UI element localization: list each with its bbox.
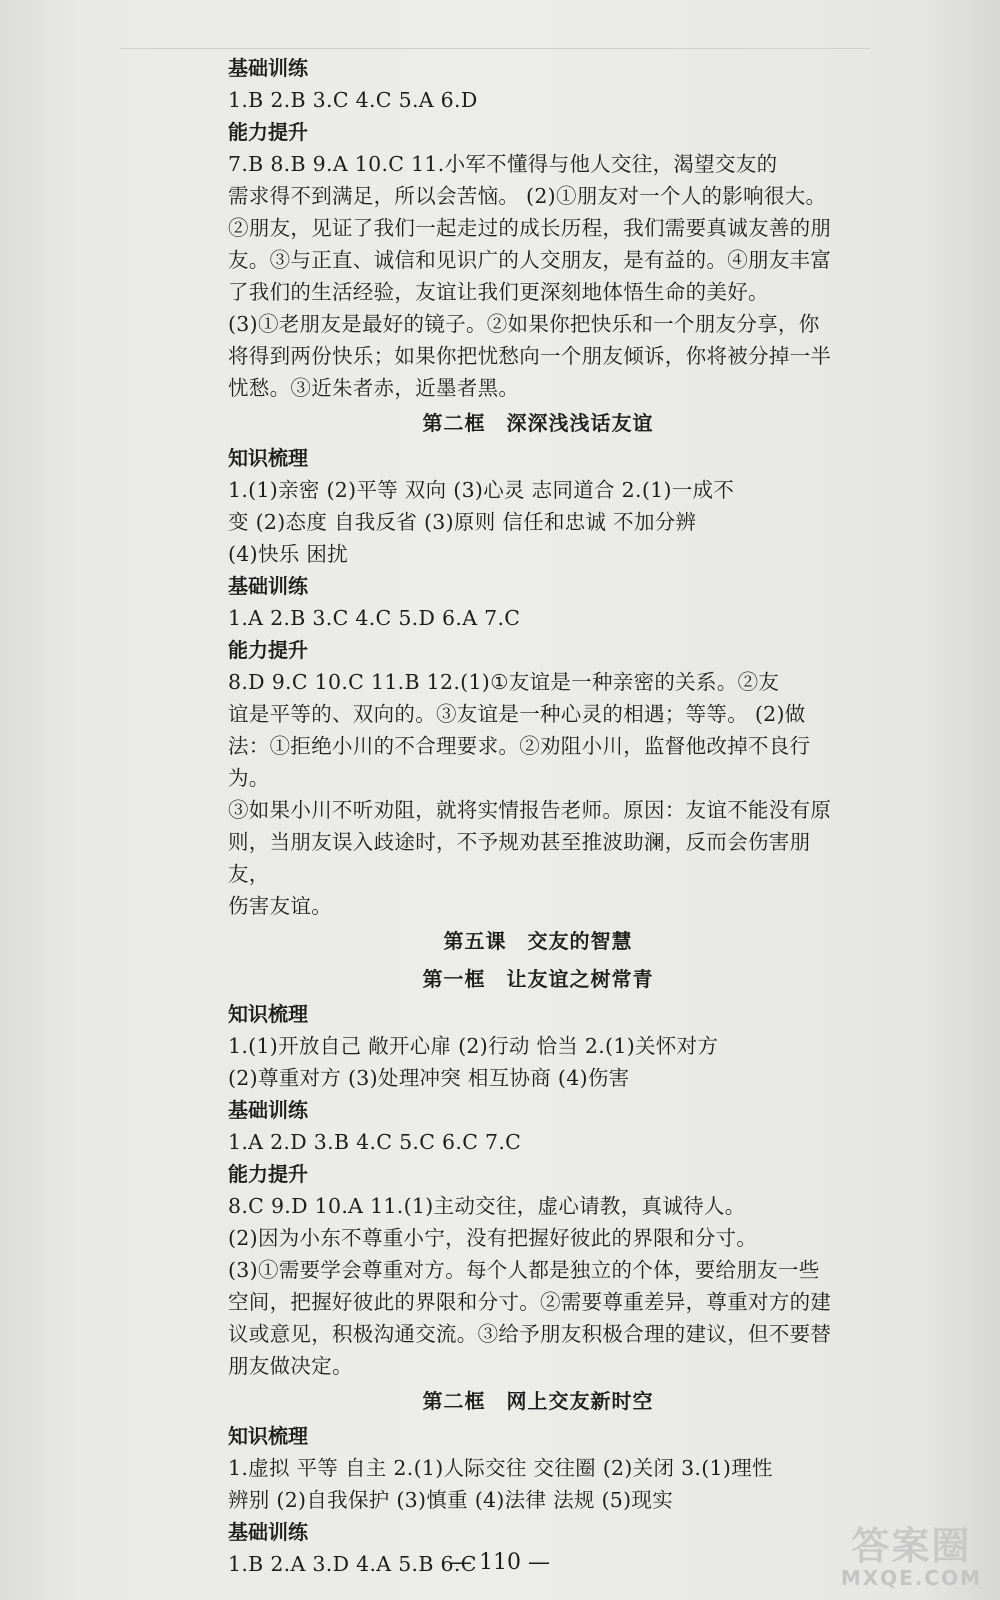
- section-heading: 第二框 深深浅浅话友谊: [422, 411, 654, 435]
- section-label: 能力提升: [228, 120, 308, 144]
- section-label: 能力提升: [228, 1162, 308, 1186]
- answer-line: 谊是平等的、双向的。③友谊是一种心灵的相遇；等等。 (2)做: [228, 702, 806, 726]
- answer-content: [228, 52, 848, 1580]
- section-label: 基础训练: [228, 56, 308, 80]
- answer-line: 朋友做决定。: [228, 1354, 353, 1378]
- answer-line: 1.B 2.A 3.D 4.A 5.B 6.C: [228, 1552, 477, 1576]
- page-top-rule: [120, 48, 870, 49]
- section-label: 基础训练: [228, 574, 308, 598]
- page-number: — 110 —: [450, 1550, 550, 1575]
- answer-line: 1.虚拟 平等 自主 2.(1)人际交往 交往圈 (2)关闭 3.(1)理性: [228, 1456, 773, 1480]
- section-label: 能力提升: [228, 638, 308, 662]
- watermark-logo: [841, 1526, 982, 1590]
- answer-line: 1.B 2.B 3.C 4.C 5.A 6.D: [228, 88, 478, 112]
- section-label: 知识梳理: [228, 1424, 308, 1448]
- answer-line: (3)①需要学会尊重对方。每个人都是独立的个体，要给朋友一些: [228, 1258, 820, 1282]
- answer-line: 伤害友谊。: [228, 894, 332, 918]
- section-label: 知识梳理: [228, 446, 308, 470]
- answer-line: 辨别 (2)自我保护 (3)慎重 (4)法律 法规 (5)现实: [228, 1488, 674, 1512]
- section-label: 基础训练: [228, 1520, 308, 1544]
- watermark-top-text: 答案圈: [851, 1524, 972, 1568]
- watermark-bottom-text: MXQE.COM: [840, 1566, 982, 1590]
- section-heading: 第二框 网上交友新时空: [422, 1389, 654, 1413]
- answer-line: (4)快乐 困扰: [228, 542, 348, 566]
- answer-line: 友。③与正直、诚信和见识广的人交朋友，是有益的。④朋友丰富: [228, 248, 832, 272]
- section-label: 知识梳理: [228, 1002, 308, 1026]
- answer-line: 1.(1)亲密 (2)平等 双向 (3)心灵 志同道合 2.(1)一成不: [228, 478, 735, 502]
- answer-line: (2)因为小东不尊重小宁，没有把握好彼此的界限和分寸。: [228, 1226, 758, 1250]
- answer-line: 变 (2)态度 自我反省 (3)原则 信任和忠诚 不加分辨: [228, 510, 697, 534]
- answer-line: 1.A 2.B 3.C 4.C 5.D 6.A 7.C: [228, 606, 521, 630]
- section-heading: 第一框 让友谊之树常青: [422, 967, 654, 991]
- answer-line: 7.B 8.B 9.A 10.C 11.小军不懂得与他人交往，渴望交友的: [228, 152, 778, 176]
- answer-line: ③如果小川不听劝阻，就将实情报告老师。原因：友谊不能没有原: [228, 798, 832, 822]
- answer-line: 忧愁。③近朱者赤，近墨者黑。: [228, 376, 520, 400]
- answer-line: 议或意见，积极沟通交流。③给予朋友积极合理的建议，但不要替: [228, 1322, 832, 1346]
- answer-line: 将得到两份快乐；如果你把忧愁向一个朋友倾诉，你将被分掉一半: [228, 344, 832, 368]
- answer-line: 1.A 2.D 3.B 4.C 5.C 6.C 7.C: [228, 1130, 522, 1154]
- answer-line: 则，当朋友误入歧途时，不予规劝甚至推波助澜，反而会伤害朋友，: [228, 830, 811, 886]
- answer-line: 8.D 9.C 10.C 11.B 12.(1)①友谊是一种亲密的关系。②友: [228, 670, 780, 694]
- answer-line: 需求得不到满足，所以会苦恼。 (2)①朋友对一个人的影响很大。: [228, 184, 827, 208]
- section-label: 基础训练: [228, 1098, 308, 1122]
- answer-line: 8.C 9.D 10.A 11.(1)主动交往，虚心请教，真诚待人。: [228, 1194, 746, 1218]
- answer-line: 空间，把握好彼此的界限和分寸。②需要尊重差异，尊重对方的建: [228, 1290, 832, 1314]
- answer-line: 了我们的生活经验，友谊让我们更深刻地体悟生命的美好。: [228, 280, 769, 304]
- answer-line: 1.(1)开放自己 敞开心扉 (2)行动 恰当 2.(1)关怀对方: [228, 1034, 719, 1058]
- answer-line: 法：①拒绝小川的不合理要求。②劝阻小川，监督他改掉不良行为。: [228, 734, 811, 790]
- answer-line: (3)①老朋友是最好的镜子。②如果你把快乐和一个朋友分享，你: [228, 312, 820, 336]
- answer-line: (2)尊重对方 (3)处理冲突 相互协商 (4)伤害: [228, 1066, 630, 1090]
- answer-line: ②朋友，见证了我们一起走过的成长历程，我们需要真诚友善的朋: [228, 216, 832, 240]
- section-heading: 第五课 交友的智慧: [443, 929, 633, 953]
